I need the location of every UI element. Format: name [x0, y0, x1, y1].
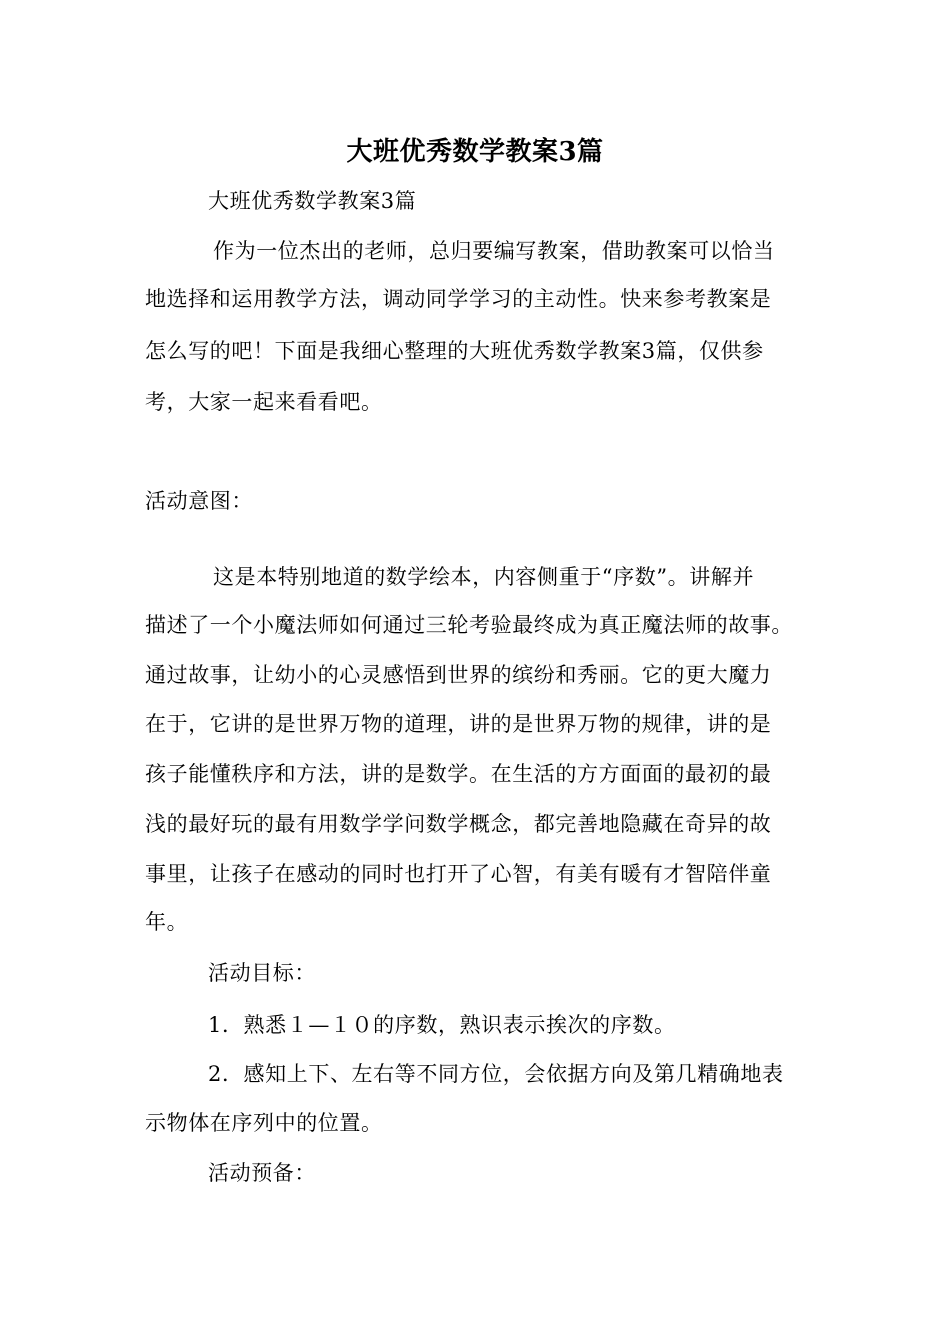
section-heading-intent: 活动意图： — [145, 489, 253, 513]
intro-line-4: 考，大家一起来看看吧。 — [145, 390, 383, 414]
intro-line-3: 怎么写的吧！下面是我细心整理的大班优秀数学教案3篇，仅供参 — [145, 339, 764, 363]
intent-line-7: 事里，让孩子在感动的同时也打开了心智，有美有暖有才智陪伴童 — [145, 862, 772, 886]
intent-line-8: 年。 — [145, 910, 189, 934]
intent-line-5: 孩子能懂秩序和方法，讲的是数学。在生活的方方面面的最初的最 — [145, 762, 772, 786]
intent-line-1: 这是本特别地道的数学绘本，内容侧重于“序数”。讲解并 — [213, 565, 755, 589]
intro-line-2: 地选择和运用教学方法，调动同学学习的主动性。快来参考教案是 — [145, 287, 772, 311]
goal-item-1: 1．熟悉１—１０的序数，熟识表示挨次的序数。 — [208, 1013, 676, 1037]
section-heading-goals: 活动目标： — [208, 961, 316, 985]
goal-item-2: 2．感知上下、左右等不同方位，会依据方向及第几精确地表 — [208, 1062, 784, 1086]
intent-line-6: 浅的最好玩的最有用数学学问数学概念，都完善地隐藏在奇异的故 — [145, 812, 772, 836]
intent-line-3: 通过故事，让幼小的心灵感悟到世界的缤纷和秀丽。它的更大魔力 — [145, 663, 772, 687]
document-title: 大班优秀数学教案3篇 — [346, 137, 604, 167]
intro-line-1: 作为一位杰出的老师，总归要编写教案，借助教案可以恰当 — [213, 239, 775, 263]
intent-line-4: 在于，它讲的是世界万物的道理，讲的是世界万物的规律，讲的是 — [145, 712, 772, 736]
intent-line-2: 描述了一个小魔法师如何通过三轮考验最终成为真正魔法师的故事。 — [145, 613, 793, 637]
subtitle-line: 大班优秀数学教案3篇 — [208, 189, 417, 213]
goal-item-2-cont: 示物体在序列中的位置。 — [145, 1111, 383, 1135]
section-heading-prep: 活动预备： — [208, 1161, 316, 1185]
